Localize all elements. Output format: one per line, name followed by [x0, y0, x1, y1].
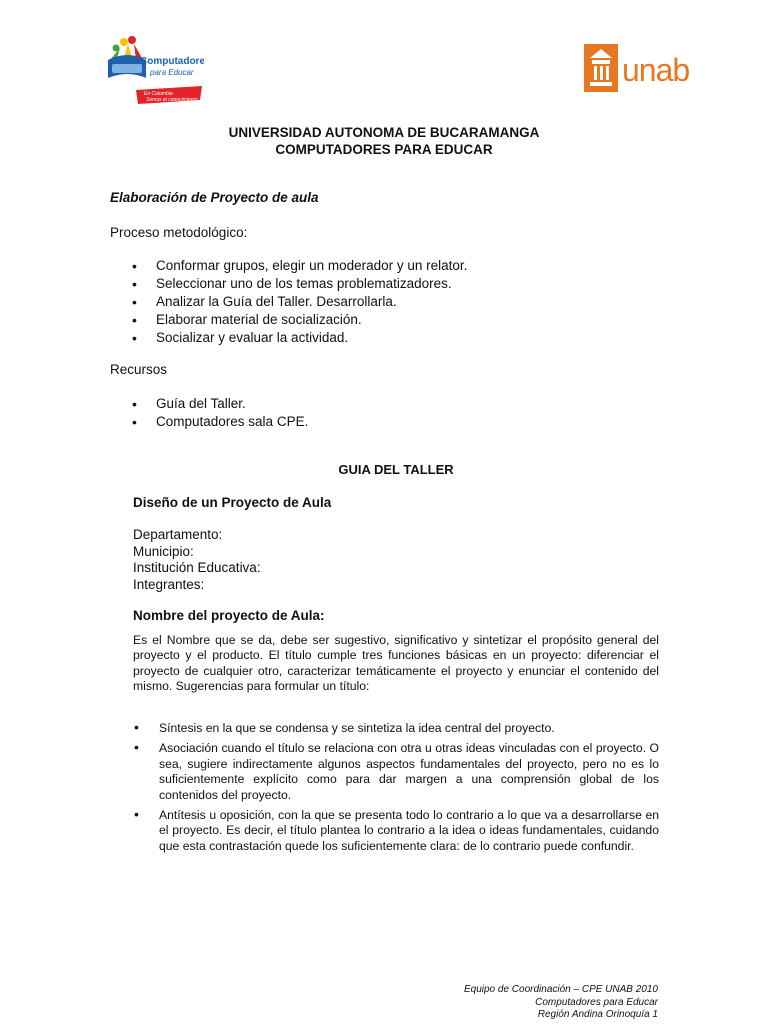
footer-program: Computadores para Educar — [535, 996, 658, 1008]
page-footer — [380, 984, 658, 1022]
document-header — [0, 124, 768, 158]
list-item: • Conformar grupos, elegir un moderador y un relator. — [110, 257, 467, 275]
list-item: • Seleccionar uno de los temas problematizadores. — [110, 275, 467, 293]
list-item: • Síntesis en la que se condensa y se sintetiza la idea central del proyecto. — [133, 721, 659, 736]
diseno-title: Diseño de un Proyecto de Aula — [133, 495, 332, 510]
field-integrantes: Integrantes: — [133, 576, 205, 592]
cpe-logo-sub: para Educar — [150, 68, 194, 77]
recursos-list — [110, 395, 308, 431]
cpe-logo-slogan-1: En Colombia — [144, 91, 173, 97]
cpe-logo-name: Computadores — [140, 56, 204, 67]
list-item: • Analizar la Guía del Taller. Desarrollarla. — [110, 293, 467, 311]
nombre-paragraph: Es el Nombre que se da, debe ser sugestivo, significativo y sintetizar el propósito general del proyecto y el producto. El título cumple tres funciones básicas en un proyecto: diferenciar el proyecto de cualquier otro, caracterizar temáticamente el proyecto y enunciar el contenido del mismo. Sugerencias para formular un título: — [133, 633, 659, 694]
unab-logo-text: unab — [622, 52, 690, 88]
footer-region: Región Andina Orinoquía 1 — [537, 1009, 658, 1020]
list-item: • Socializar y evaluar la actividad. — [110, 329, 467, 347]
cpe-logo-graphic — [106, 34, 204, 106]
nombre-title: Nombre del proyecto de Aula: — [133, 608, 325, 623]
footer-team: Equipo de Coordinación – CPE UNAB 2010 — [463, 984, 658, 995]
header-program: COMPUTADORES PARA EDUCAR — [275, 142, 493, 157]
computadores-para-educar-logo — [106, 34, 204, 106]
cpe-logo-slogan-2: Somos el conocimiento — [146, 97, 198, 103]
project-fields — [133, 527, 261, 593]
list-item: • Guía del Taller. — [110, 395, 308, 413]
header-university: UNIVERSIDAD AUTONOMA DE BUCARAMANGA — [228, 125, 540, 140]
list-item: • Asociación cuando el título se relaciona con otra u otras ideas vinculadas con el proyecto. O sea, sugiere indirectamente algunos aspectos fundamentales del proyecto, pero no es lo suficientemente explícito como para dar margen a una comprensión global de los contenidos del proyecto. — [133, 741, 659, 803]
list-item: • Computadores sala CPE. — [110, 413, 308, 431]
proceso-list — [110, 257, 467, 347]
proceso-label: Proceso metodológico: — [110, 225, 248, 240]
list-item: • Elaborar material de socialización. — [110, 311, 467, 329]
section-title: Elaboración de Proyecto de aula — [110, 190, 319, 205]
field-municipio: Municipio: — [133, 543, 194, 559]
guia-title: GUIA DEL TALLER — [338, 462, 454, 477]
unab-logo — [582, 44, 690, 94]
recursos-label: Recursos — [110, 362, 168, 377]
unab-building-icon — [582, 44, 622, 92]
sugerencias-list — [133, 721, 659, 859]
field-institucion: Institución Educativa: — [133, 560, 261, 575]
list-item: • Antítesis u oposición, con la que se presenta todo lo contrario a lo que va a desarrollarse en el proyecto. Es decir, el título plantea lo contrario a la idea o ideas fundamentales, cuidando que esta contrastación quede los suficientemente clara: de lo contrario puede confundir. — [133, 808, 659, 854]
field-departamento: Departamento: — [133, 527, 223, 542]
